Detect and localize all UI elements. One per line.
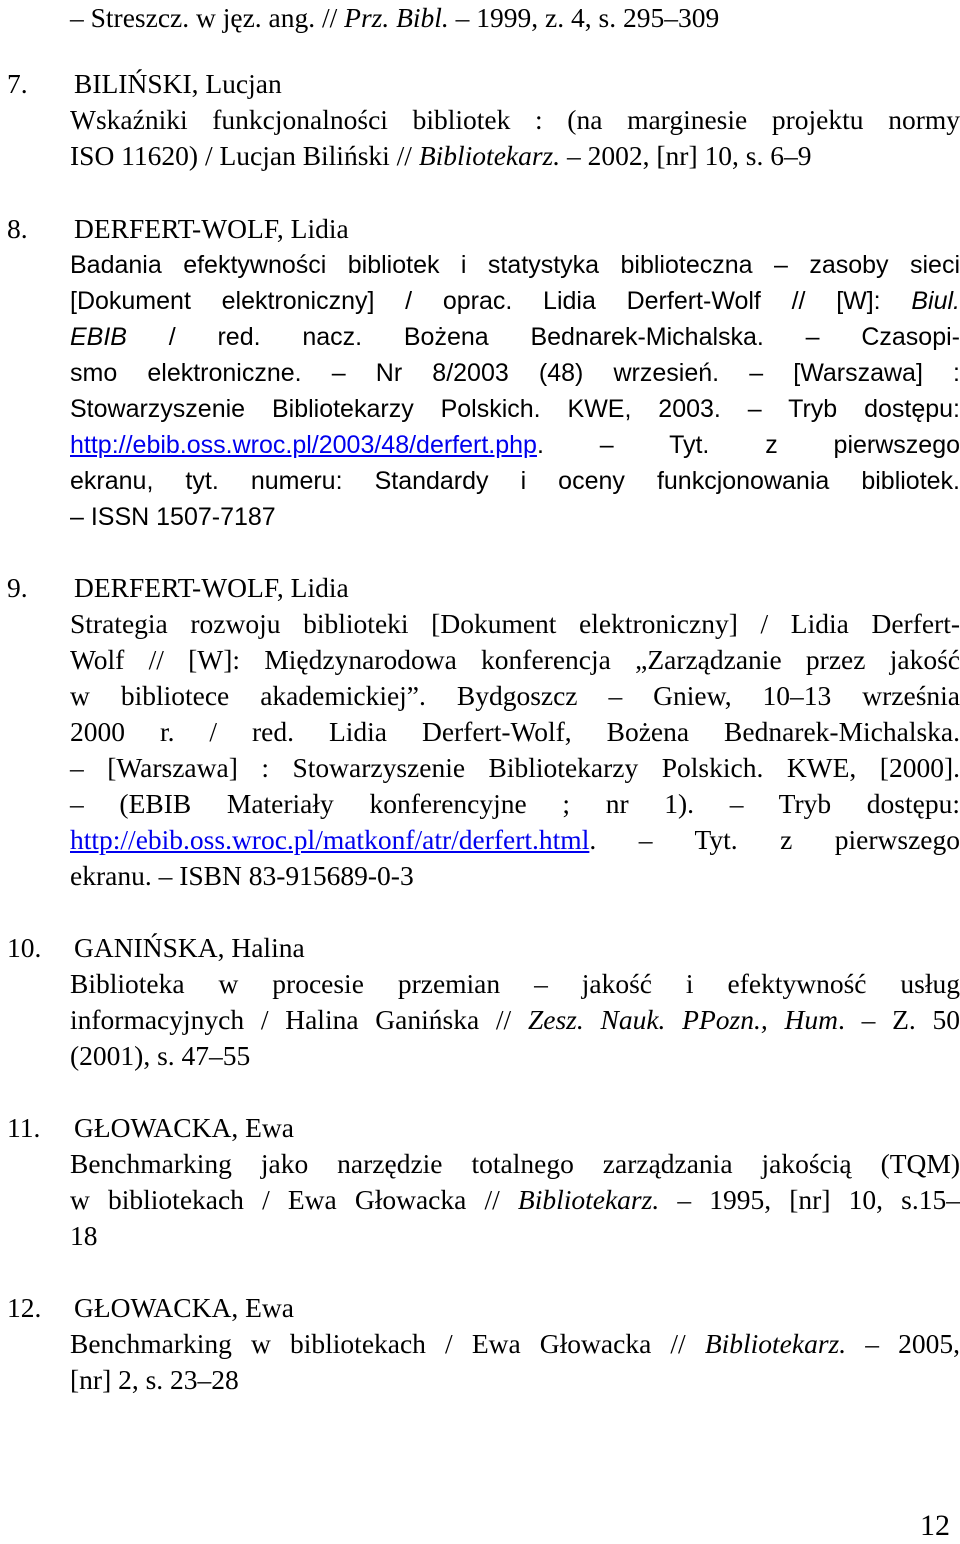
- entry-author: BILIŃSKI, Lucjan: [74, 68, 282, 99]
- entry-line: – ISSN 1507-7187: [70, 503, 276, 531]
- entry-line: 2000 r. / red. Lidia Derfert-Wolf, Bożena Bednarek-Michalska.: [70, 716, 960, 747]
- entry-line: 18: [70, 1220, 98, 1251]
- entry-line: smo elektroniczne. – Nr 8/2003 (48) wrzesień. – [Warszawa] :: [70, 359, 960, 387]
- entry-journal: EBIB: [70, 323, 127, 351]
- entry-url-link[interactable]: http://ebib.oss.wroc.pl/2003/48/derfert.php: [70, 431, 537, 459]
- entry-number: 8.: [7, 213, 28, 244]
- entry-line: (2001), s. 47–55: [70, 1040, 251, 1071]
- entry-url-link[interactable]: http://ebib.oss.wroc.pl/matkonf/atr/derfert.html: [70, 824, 590, 855]
- entry-text: / red. nacz. Bożena Bednarek-Michalska. – Czasopi-: [126, 323, 960, 351]
- entry-text: [Dokument elektroniczny] / oprac. Lidia Derfert-Wolf // [W]:: [70, 287, 912, 315]
- entry-text: informacyjnych / Halina Ganińska //: [70, 1004, 528, 1035]
- entry-line: [70, 1326, 960, 1362]
- entry-journal: Biul.: [911, 287, 960, 315]
- continuation-line: [70, 0, 719, 36]
- entry-line: [70, 822, 960, 858]
- entry-author: DERFERT-WOLF, Lidia: [74, 213, 349, 244]
- entry-text: w bibliotekach / Ewa Głowacka //: [70, 1184, 518, 1215]
- entry-journal: Bibliotekarz.: [418, 140, 561, 171]
- continuation-prefix: – Streszcz. w jęz. ang. //: [70, 2, 345, 33]
- entry-author: GŁOWACKA, Ewa: [74, 1292, 294, 1323]
- entry-number: 9.: [7, 572, 28, 603]
- entry-text: – 2005,: [846, 1328, 960, 1359]
- entry-line: [70, 1002, 960, 1038]
- entry-number: 11.: [7, 1112, 41, 1143]
- entry-line: Strategia rozwoju biblioteki [Dokument elektroniczny] / Lidia Derfert-: [70, 608, 960, 639]
- entry-text: Benchmarking w bibliotekach / Ewa Głowacka //: [70, 1328, 705, 1359]
- entry-line: ekranu. – ISBN 83-915689-0-3: [70, 860, 414, 891]
- entry-line: [70, 319, 960, 355]
- entry-number: 10.: [7, 932, 42, 963]
- entry-author: GANIŃSKA, Halina: [74, 932, 305, 963]
- entry-line: – [Warszawa] : Stowarzyszenie Bibliotekarzy Polskich. KWE, [2000].: [70, 752, 960, 783]
- entry-number: 12.: [7, 1292, 42, 1323]
- entry-number: 7.: [7, 68, 28, 99]
- entry-line: Stowarzyszenie Bibliotekarzy Polskich. KWE, 2003. – Tryb dostępu:: [70, 395, 960, 423]
- entry-author: GŁOWACKA, Ewa: [74, 1112, 294, 1143]
- entry-journal: Bibliotekarz.: [517, 1184, 660, 1215]
- entry-text: . – Tyt. z pierwszego: [536, 431, 960, 459]
- entry-line: ekranu, tyt. numeru: Standardy i oceny funkcjonowania bibliotek.: [70, 467, 960, 495]
- entry-line: Badania efektywności bibliotek i statystyka biblioteczna – zasoby sieci: [70, 251, 960, 279]
- entry-line: – (EBIB Materiały konferencyjne ; nr 1). – Tryb dostępu:: [70, 788, 960, 819]
- entry-line: w bibliotece akademickiej”. Bydgoszcz – Gniew, 10–13 września: [70, 680, 960, 711]
- entry-title-line: [70, 138, 811, 174]
- entry-journal: Bibliotekarz.: [704, 1328, 847, 1359]
- continuation-journal: Prz. Bibl.: [344, 2, 449, 33]
- entry-line: Benchmarking jako narzędzie totalnego zarządzania jakością (TQM): [70, 1148, 960, 1179]
- entry-line: [nr] 2, s. 23–28: [70, 1364, 239, 1395]
- page-number: 12: [920, 1509, 950, 1542]
- entry-journal: Zesz. Nauk. PPozn., Hum: [527, 1004, 838, 1035]
- entry-author: DERFERT-WOLF, Lidia: [74, 572, 349, 603]
- entry-line: [70, 427, 960, 463]
- entry-line: [70, 283, 960, 319]
- entry-line: [70, 1182, 960, 1218]
- entry-text: – 1995, [nr] 10, s.15–: [659, 1184, 960, 1215]
- continuation-rest: – 1999, z. 4, s. 295–309: [448, 2, 720, 33]
- entry-line: Biblioteka w procesie przemian – jakość i efektywność usług: [70, 968, 960, 999]
- entry-text: . – Tyt. z pierwszego: [589, 824, 960, 855]
- entry-text: . – Z. 50: [837, 1004, 960, 1035]
- entry-text: ISO 11620) / Lucjan Biliński //: [70, 140, 419, 171]
- entry-line: Wolf // [W]: Międzynarodowa konferencja „Zarządzanie przez jakość: [70, 644, 960, 675]
- entry-title-line: Wskaźniki funkcjonalności bibliotek : (na marginesie projektu normy: [70, 104, 960, 135]
- entry-text: – 2002, [nr] 10, s. 6–9: [560, 140, 812, 171]
